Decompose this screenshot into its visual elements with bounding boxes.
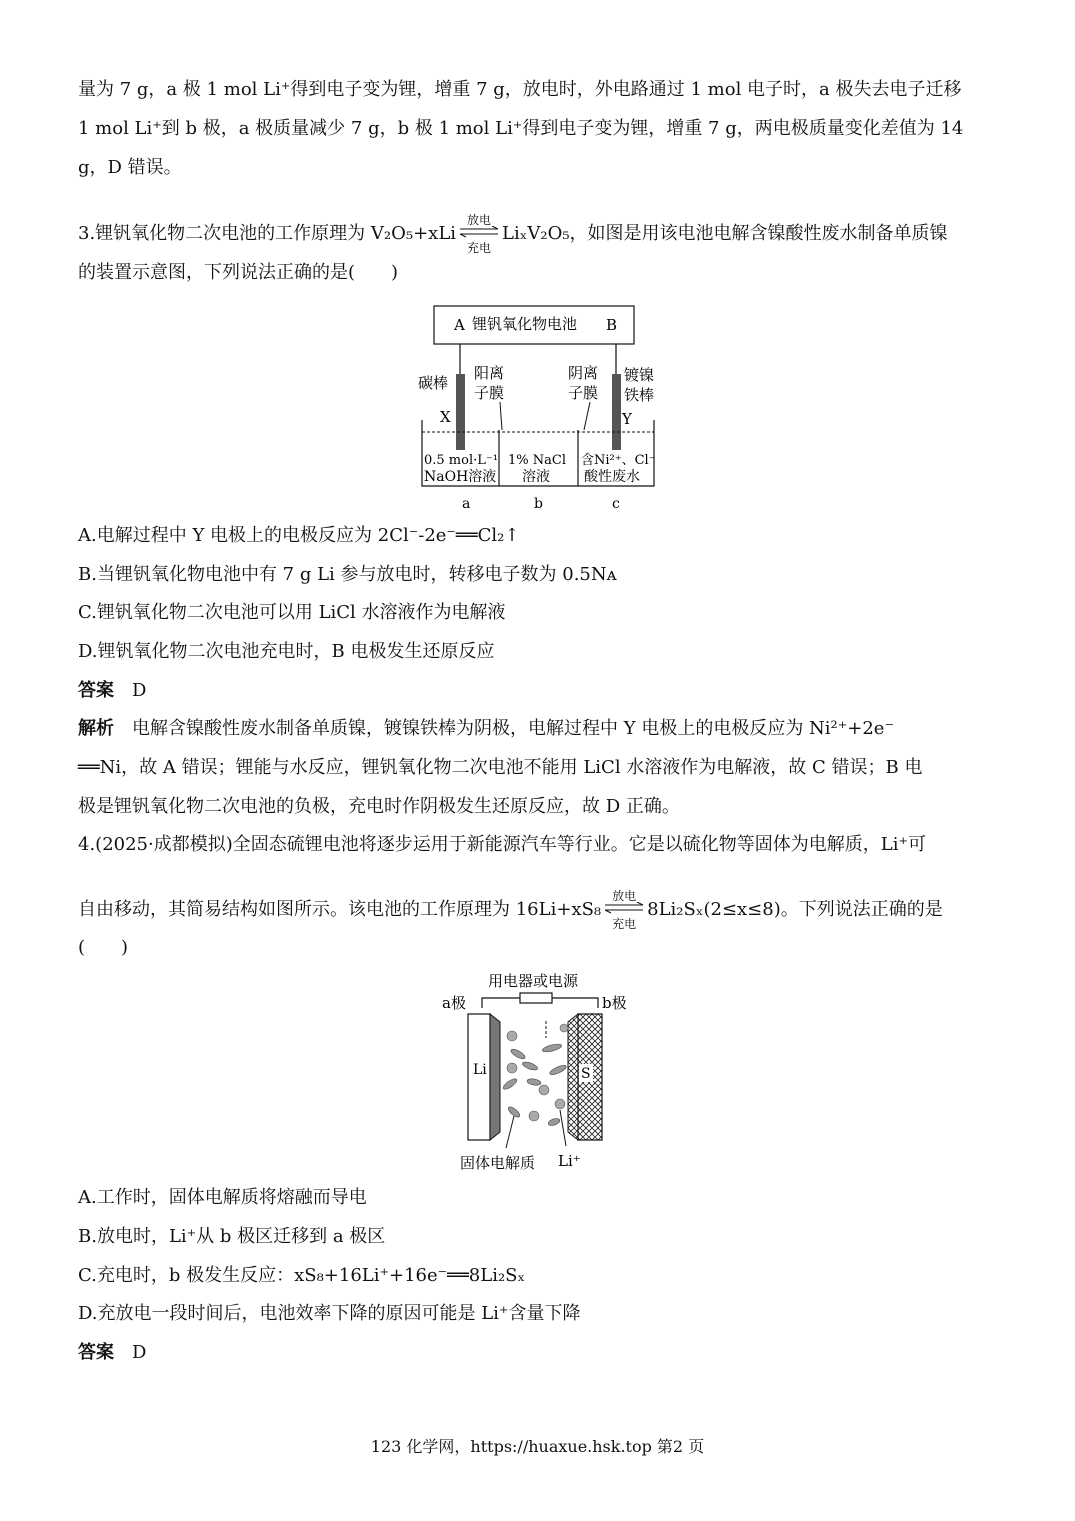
li-ion-particle [560,1024,568,1032]
q4-option-c: C.充电时，b 极发生反应：xS₈+16Li⁺+16e⁻══8Li₂Sₓ [78,1265,526,1286]
solution-a-line-2: NaOH溶液 [424,469,497,485]
q4-stem-line-2 [78,889,943,931]
solution-c-line-1: 含Ni²⁺、Cl⁻ [581,453,656,468]
q3-stem-line-1 [78,213,948,255]
membrane-pointer-1 [500,402,502,430]
q3-answer-value: D [132,680,147,701]
electrolyte-particle [510,1047,527,1060]
q4-answer-value: D [132,1342,147,1363]
q4-stem-line-1: 4.(2025·成都模拟)全固态硫锂电池将逐步运用于新能源汽车等行业。它是以硫化物等固体为电解质，Li⁺可 [78,834,926,855]
solution-b-line-1: 1% NaCl [508,453,566,468]
q4-option-a: A.工作时，固体电解质将熔融而导电 [78,1187,367,1208]
nickel-rod [612,374,621,450]
electrolyte-particle [542,1043,563,1054]
cation-membrane-label-1: 阴离 [568,364,599,382]
chamber-b-label: b [534,496,543,512]
q3-analysis-label: 解析 [78,718,114,739]
intro-line-3: g，D 错误。 [78,157,182,178]
electrolyte-particle [527,1078,542,1086]
chamber-a-label: a [462,496,471,512]
intro-line-2: 1 mol Li⁺到 b 极，a 极质量减少 7 g，b 极 1 mol Li⁺得到电子变为锂，增重 7 g，两电极质量变化差值为 14 [78,118,964,139]
li-ion-label: Li⁺ [558,1152,581,1170]
electrolyte-particle [521,1060,538,1071]
q3-option-d: D.锂钒氧化物二次电池充电时，B 电极发生还原反应 [78,641,495,662]
q3-stem-part-b: LiₓV₂O₅，如图是用该电池电解含镍酸性废水制备单质镍 [502,223,948,244]
device-label: 用电器或电源 [488,972,579,990]
q3-analysis-line-1 [78,717,894,741]
ni-rod-label-2: 铁棒 [624,386,655,404]
s-electrode-side [568,1014,578,1140]
carbon-rod-label: 碳棒 [418,374,449,392]
li-ion-particle [529,1111,539,1121]
anion-membrane-label-2: 子膜 [474,384,505,402]
li-ion-particle [555,1099,565,1109]
carbon-rod [456,374,465,450]
electrolyte-pointer [506,1116,514,1148]
wire-left [482,998,520,1008]
q4-arrow-charge: 充电 [612,917,637,931]
q4-arrow-discharge: 放电 [612,889,637,903]
battery-label: 锂钒氧化物电池 [472,315,578,333]
x-electrode-label: X [440,408,451,426]
electrolyte-particle [502,1077,519,1091]
q3-analysis-line-3: 极是锂钒氧化物二次电池的负极，充电时作阴极发生还原反应，故 D 正确。 [78,796,680,817]
chamber-c-label: c [612,496,620,512]
q3-analysis-line-2: ══Ni，故 A 错误；锂能与水反应，锂钒氧化物二次电池不能用 LiCl 水溶液作为电解液，故 C 错误；B 电 [78,757,923,778]
solution-c-line-2: 酸性废水 [584,469,640,485]
q4-equilibrium-arrow [603,889,645,931]
membrane-pointer-2 [584,402,590,430]
q4-answer [78,1341,146,1365]
q3-analysis-text-1: 电解含镍酸性废水制备单质镍，镀镍铁棒为阴极，电解过程中 Y 电极上的电极反应为 Ni²⁺+2e⁻ [132,718,894,739]
q4-stem-part-a: 自由移动，其简易结构如图所示。该电池的工作原理为 16Li+xS₈ [78,899,602,920]
li-ion-particle [507,1063,517,1073]
q4-option-d: D.充放电一段时间后，电池效率下降的原因可能是 Li⁺含量下降 [78,1303,581,1324]
li-ion-pointer [560,1110,566,1146]
solution-a-line-1: 0.5 mol·L⁻¹ [424,453,498,468]
battery-b-label: B [606,316,618,334]
battery-a-label: A [454,316,465,334]
solid-state-battery-diagram [436,966,636,1176]
wire-right [552,998,598,1008]
q3-stem-line-2: 的装置示意图，下列说法正确的是( ) [78,262,399,283]
electrolyte-particle [549,1063,568,1076]
q3-arrow-discharge: 放电 [467,213,492,227]
s-label: S [581,1066,591,1082]
anion-membrane-label-1: 阳离 [474,364,505,382]
q3-answer-label: 答案 [78,680,114,701]
li-ion-particle [539,1085,549,1095]
q4-stem-line-3: ( ) [78,937,129,958]
electrolyte-label: 固体电解质 [460,1154,536,1172]
li-label: Li [473,1062,487,1078]
q3-answer [78,679,146,703]
li-electrode-side [490,1014,500,1140]
q4-option-b: B.放电时，Li⁺从 b 极区迁移到 a 极区 [78,1226,386,1247]
y-electrode-label: Y [622,410,632,428]
q3-option-c: C.锂钒氧化物二次电池可以用 LiCl 水溶液作为电解液 [78,602,506,623]
q3-arrow-charge: 充电 [467,241,492,255]
q3-stem-part-a: 3.锂钒氧化物二次电池的工作原理为 V₂O₅+xLi [78,223,457,244]
intro-line-1: 量为 7 g，a 极 1 mol Li⁺得到电子变为锂，增重 7 g，放电时，外电路通过 1 mol 电子时，a 极失去电子迁移 [78,79,962,100]
b-pole-label: b极 [602,994,627,1012]
cation-membrane-label-2: 子膜 [568,384,599,402]
li-ion-particle [507,1031,517,1041]
page-footer: 123 化学网，https://huaxue.hsk.top 第2 页 [370,1437,705,1456]
solution-b-line-2: 溶液 [522,469,550,485]
ni-rod-label-1: 镀镍 [624,366,655,384]
q3-option-b: B.当锂钒氧化物电池中有 7 g Li 参与放电时，转移电子数为 0.5Nᴀ [78,564,617,585]
q4-answer-label: 答案 [78,1342,114,1363]
a-pole-label: a极 [442,994,466,1012]
q3-equilibrium-arrow [458,213,500,255]
q3-option-a: A.电解过程中 Y 电极上的电极反应为 2Cl⁻-2e⁻══Cl₂↑ [78,525,520,546]
q4-stem-part-b: 8Li₂Sₓ(2≤x≤8)。下列说法正确的是 [647,899,943,920]
resistor [520,993,552,1003]
electrolysis-apparatus-diagram [410,300,680,515]
electrolyte-particle [547,1117,560,1127]
